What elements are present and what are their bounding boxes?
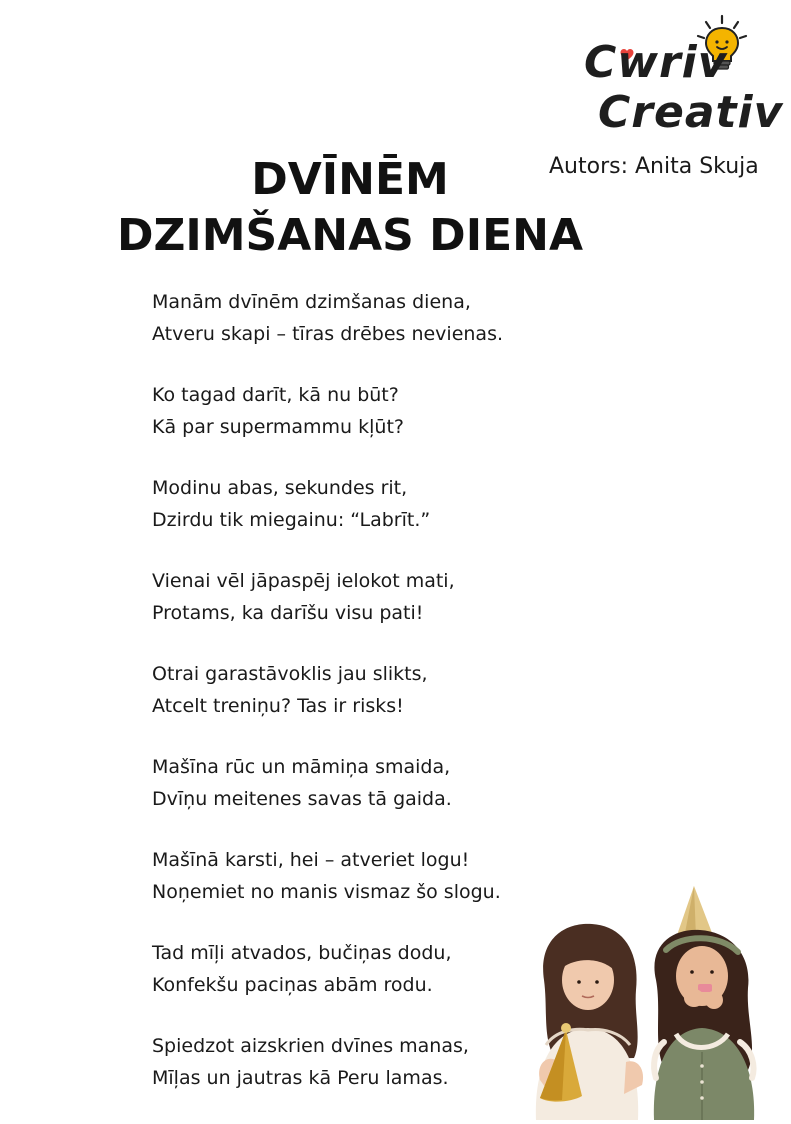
verse-line: Spiedzot aizskrien dvīnes manas,	[152, 1035, 469, 1057]
stanza	[152, 287, 572, 350]
stanza	[152, 845, 572, 908]
logo-word-line-1: Cwriv	[584, 37, 728, 88]
author-credit: Autors: Anita Skuja	[549, 154, 759, 179]
title-line-1: DVĪNĒM	[251, 154, 449, 205]
stanza	[152, 566, 572, 629]
logo-word-line-2: Creativ	[598, 87, 784, 138]
verse-line: Dvīņu meitenes savas tā gaida.	[152, 787, 452, 810]
verse-line: Tad mīļi atvados, bučiņas dodu,	[152, 942, 452, 964]
title-line-2: DZIMŠANAS DIENA	[116, 210, 584, 261]
verse-line: Dzirdu tik miegainu: “Labrīt.”	[152, 508, 431, 531]
stanza	[152, 473, 572, 536]
brand-logo	[578, 14, 784, 144]
verse-line: Kā par supermammu kļūt?	[152, 415, 404, 438]
verse-line: Atveru skapi – tīras drēbes nevienas.	[152, 322, 504, 345]
verse-line: Mīļas un jautras kā Peru lamas.	[152, 1066, 449, 1089]
verse-line: Protams, ka darīšu visu pati!	[152, 601, 424, 624]
verse-line: Ko tagad darīt, kā nu būt?	[152, 384, 399, 406]
verse-line: Mašīnā karsti, hei – atveriet logu!	[152, 849, 470, 871]
poem-body	[152, 287, 572, 1124]
verse-line: Modinu abas, sekundes rit,	[152, 477, 408, 499]
stanza	[152, 938, 572, 1001]
two-girls-party-hats-photo	[516, 880, 791, 1120]
stanza	[152, 752, 572, 815]
verse-line: Vienai vēl jāpaspēj ielokot mati,	[152, 570, 455, 592]
verse-line: Noņemiet no manis vismaz šo slogu.	[152, 880, 501, 903]
verse-line: Atcelt treniņu? Tas ir risks!	[152, 694, 404, 717]
stanza	[152, 380, 572, 443]
poem-title	[100, 152, 600, 264]
stanza	[152, 1031, 572, 1094]
verse-line: Mašīna rūc un māmiņa smaida,	[152, 756, 451, 778]
verse-line: Otrai garastāvoklis jau slikts,	[152, 663, 428, 685]
verse-line: Konfekšu paciņas abām rodu.	[152, 973, 433, 996]
verse-line: Manām dvīnēm dzimšanas diena,	[152, 291, 471, 313]
stanza	[152, 659, 572, 722]
